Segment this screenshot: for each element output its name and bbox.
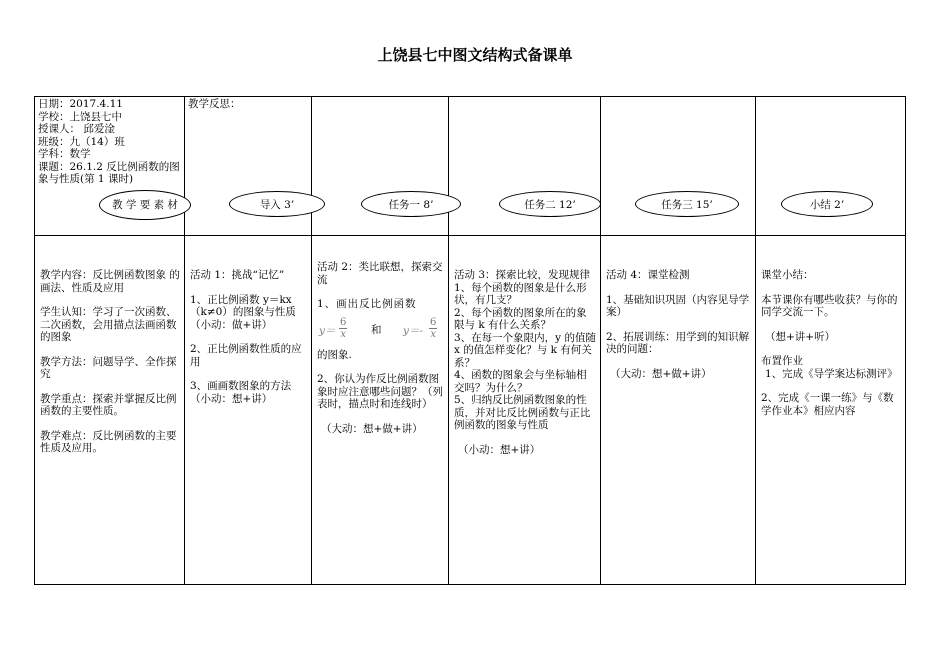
summary-cell: [761, 269, 901, 417]
header-info: [38, 98, 181, 186]
formula2-numerator: 6: [430, 316, 437, 328]
task2-question-2: 2、每个函数的图象所在的象限与 k 有什么关系？: [454, 306, 587, 331]
formula1-denominator: x: [340, 328, 346, 340]
formula2-lhs: y＝-: [403, 324, 423, 337]
task1-item-1: 1、画出反比例函数: [317, 298, 417, 310]
subject-text: 学科：数学: [38, 148, 91, 160]
oval-intro: 导入 3’: [229, 191, 325, 217]
method-text: 教学方法：问题导学、全作探究: [40, 355, 177, 380]
oval-task3: 任务三 15’: [635, 191, 739, 217]
intro-item-3: 3、画画数图象的方法（小动：想+讲）: [190, 380, 292, 405]
activity4-heading: 活动 4：课堂检测: [606, 269, 690, 281]
difficulty-text: 教学难点：反比例函数的主要性质及应用。: [40, 429, 177, 454]
activity1-heading: 活动 1：挑战“记忆”: [190, 269, 285, 281]
homework-heading: 布置作业: [761, 355, 803, 367]
formula-row: [317, 317, 443, 345]
homework-item-1: 1、完成《导学案达标测评》: [765, 367, 898, 380]
reflection-label: 教学反思：: [188, 98, 241, 110]
formula-and: 和: [371, 323, 382, 336]
oval-task1: 任务一 8’: [361, 191, 461, 217]
summary-note: （想+讲+听）: [765, 330, 836, 343]
column-divider: [184, 97, 185, 584]
summary-text: 本节课你有哪些收获？与你的同学交流一下。: [761, 293, 898, 318]
intro-cell: [190, 269, 306, 405]
key-point-text: 教学重点：探索并掌握反比例函数的主要性质。: [40, 392, 177, 417]
activity3-heading: 活动 3：探索比较，发现规律: [454, 269, 591, 281]
task3-item-2: 2、拓展训练：用学到的知识解决的问题：: [606, 330, 750, 355]
intro-item-1: 1、正比例函数 y＝kx（k≠0）的图象与性质 （小动：做+讲）: [190, 293, 296, 331]
formula1-fraction: [339, 317, 347, 340]
column-divider: [311, 97, 312, 584]
lesson-plan-table: [34, 96, 906, 585]
task1-item-1-end: 的图象.: [317, 348, 352, 361]
task2-note: （小动：想+讲）: [458, 443, 541, 456]
formula1-lhs: y＝: [319, 324, 336, 337]
school-text: 学校：上饶县七中: [38, 110, 122, 123]
homework-item-2: 2、完成《一课一练》与《数学作业本》相应内容: [761, 392, 894, 417]
formula2-fraction: [429, 317, 437, 340]
summary-heading: 课堂小结：: [761, 269, 814, 281]
column-divider: [600, 97, 601, 584]
task2-cell: [454, 269, 596, 456]
task2-question-4: 4、函数的图象会与坐标轴相交吗？为什么？: [454, 369, 587, 394]
formula2-denominator: x: [430, 328, 436, 340]
task1-item-2: 2、你认为作反比例函数图象时应注意哪些问题？（列表时，描点时和连线时）: [317, 373, 443, 410]
task2-question-5: 5、归纳反比例函数图象的性质，并对比反比例函数与正比例函数的图象与性质: [454, 394, 591, 431]
teacher-text: 授课人： 邱爱淦: [38, 123, 115, 135]
task1-cell: [317, 261, 443, 435]
formula1-numerator: 6: [340, 316, 347, 328]
task3-item-1: 1、基础知识巩固（内容见导学案）: [606, 293, 750, 318]
task2-question-3: 3、在每一个象限内，y 的值随 x 的值怎样变化？与 k 有何关系？: [454, 331, 596, 369]
column-divider: [755, 97, 756, 584]
oval-task2: 任务二 12’: [499, 191, 601, 217]
task3-cell: [606, 269, 751, 380]
row-divider: [35, 235, 905, 236]
intro-item-2: 2、正比例函数性质的应用: [190, 343, 302, 368]
task1-note: （大动：想+做+讲）: [321, 422, 423, 435]
activity2-heading: 活动 2：类比联想，探索交流: [317, 261, 443, 286]
date-text: 日期：2017.4.11: [38, 98, 123, 110]
topic-text: 课题：26.1.2 反比例函数的图象与性质(第 1 课时): [38, 160, 180, 185]
page-title: 上饶县七中图文结构式备课单: [377, 46, 573, 64]
oval-elements: 教 学 要 素 材: [99, 190, 191, 220]
task3-note: （大动：想+做+讲）: [610, 367, 712, 380]
task2-question-1: 1、每个函数的图象是什么形状，有几支？: [454, 281, 587, 306]
column-divider: [448, 97, 449, 584]
oval-summary: 小结 2’: [781, 191, 873, 217]
content-text: 教学内容：反比例函数图象 的画法、性质及应用: [40, 269, 180, 294]
teaching-elements-cell: [40, 269, 181, 455]
cognition-text: 学生认知：学习了一次函数、二次函数，会用描点法画函数的图象: [40, 306, 177, 343]
class-text: 班级：九（14）班: [38, 135, 125, 148]
